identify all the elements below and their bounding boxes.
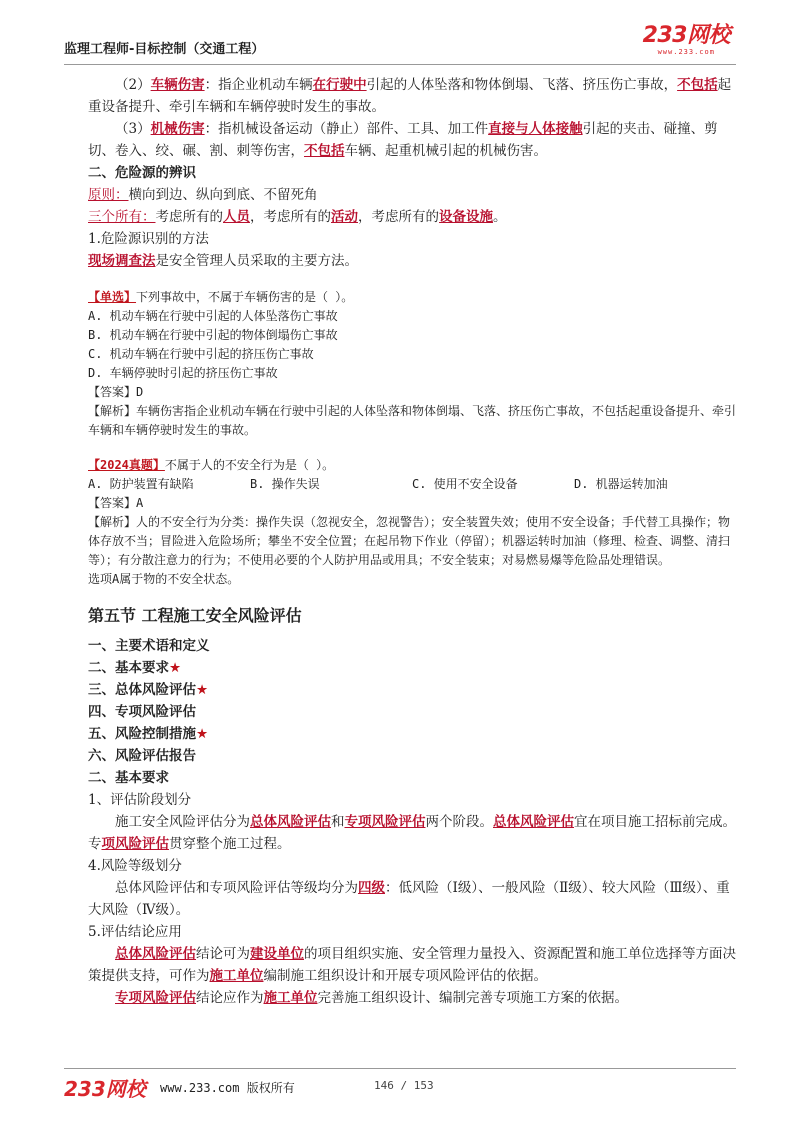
logo-text: 233网校 <box>642 23 730 48</box>
question-note: 选项A属于物的不安全状态。 <box>88 572 240 586</box>
page-footer <box>64 1068 736 1105</box>
paragraph-three-all: 三个所有：考虑所有的人员，考虑所有的活动，考虑所有的设备设施。 <box>88 209 507 225</box>
subheading-application: 5.评估结论应用 <box>88 924 182 940</box>
toc-item: 三、总体风险评估★ <box>88 682 209 698</box>
page-header <box>64 24 736 65</box>
footer-copyright: www.233.com 版权所有 <box>160 1081 295 1095</box>
paragraph-mechanical-injury: （3）机械伤害：指机械设备运动（静止）部件、工具、加工件直接与人体接触引起的夹击、碰撞、剪切、卷入、绞、碾、割、刺等伤害，不包括车辆、起重机械引起的机械伤害。 <box>88 121 718 159</box>
paragraph-principle: 原则：横向到边、纵向到底、不留死角 <box>88 187 318 203</box>
star-icon: ★ <box>169 660 182 676</box>
toc-item: 四、专项风险评估 <box>88 704 196 720</box>
toc-item: 五、风险控制措施★ <box>88 726 209 742</box>
logo-url: www.233.com <box>657 48 715 56</box>
toc-item: 二、基本要求★ <box>88 660 182 676</box>
question-option: C. 使用不安全设备 <box>412 477 518 491</box>
paragraph-levels: 总体风险评估和专项风险评估等级均分为四级：低风险（Ⅰ级）、一般风险（Ⅱ级）、较大风险（Ⅲ级）、重大风险（Ⅳ级）。 <box>88 880 730 918</box>
question-option: A. 防护装置有缺陷 <box>88 477 194 491</box>
question-option: A. 机动车辆在行驶中引起的人体坠落伤亡事故 <box>88 309 338 323</box>
paragraph-stage: 施工安全风险评估分为总体风险评估和专项风险评估两个阶段。总体风险评估宜在项目施工招标前完成。专项风险评估贯穿整个施工过程。 <box>88 814 736 852</box>
question-analysis: 【解析】车辆伤害指企业机动车辆在行驶中引起的人体坠落和物体倒塌、飞落、挤压伤亡事故，不包括起重设备提升、牵引车辆和车辆停驶时发生的事故。 <box>88 404 737 437</box>
question-option: D. 车辆停驶时引起的挤压伤亡事故 <box>88 366 278 380</box>
question-option: B. 机动车辆在行驶中引起的物体倒塌伤亡事故 <box>88 328 338 342</box>
question-option: C. 机动车辆在行驶中引起的挤压伤亡事故 <box>88 347 314 361</box>
question-block-2 <box>88 456 738 589</box>
question-options-row <box>88 475 738 494</box>
toc-item: 一、主要术语和定义 <box>88 638 210 654</box>
star-icon: ★ <box>196 726 209 742</box>
question-block-1 <box>88 288 738 440</box>
section-toc <box>88 635 738 767</box>
question-stem: 【2024真题】不属于人的不安全行为是（ ）。 <box>88 458 335 472</box>
question-answer: 【答案】D <box>88 385 144 399</box>
paragraph-vehicle-injury: （2）车辆伤害：指企业机动车辆在行驶中引起的人体坠落和物体倒塌、飞落、挤压伤亡事故，不包括起重设备提升、牵引车辆和车辆停驶时发生的事故。 <box>88 77 732 115</box>
question-analysis: 【解析】人的不安全行为分类：操作失误（忽视安全，忽视警告）；安全装置失效；使用不安全设备；手代替工具操作；物体存放不当；冒险进入危险场所；攀坐不安全位置；在起吊物下作业（停留）；机器运转时加油（修理、检查、调整、清扫等）；有分散注意力的行为；不使用必要的个人防护用品或用具；不安全装束；对易燃易爆等危险品处理错误。 <box>88 515 731 567</box>
page-number: 146 / 153 <box>374 1079 434 1092</box>
heading-basic-requirements: 二、基本要求 <box>88 770 169 786</box>
header-title: 监理工程师-目标控制（交通工程） <box>64 42 265 57</box>
question-stem: 【单选】下列事故中，不属于车辆伤害的是（ ）。 <box>88 290 354 304</box>
question-answer: 【答案】A <box>88 496 144 510</box>
page-content <box>88 74 738 1009</box>
brand-logo <box>643 24 730 56</box>
subheading-levels: 4.风险等级划分 <box>88 858 182 874</box>
heading-hazard-identification: 二、危险源的辨识 <box>88 165 196 181</box>
subheading-method: 1.危险源识别的方法 <box>88 231 209 247</box>
question-option: B. 操作失误 <box>250 477 320 491</box>
toc-item: 六、风险评估报告 <box>88 748 196 764</box>
subheading-stage: 1、评估阶段划分 <box>88 792 192 808</box>
paragraph-overall-application: 总体风险评估结论可为建设单位的项目组织实施、安全管理力量投入、资源配置和施工单位选择等方面决策提供支持，可作为施工单位编制施工组织设计和开展专项风险评估的依据。 <box>88 946 736 984</box>
paragraph-special-application: 专项风险评估结论应作为施工单位完善施工组织设计、编制完善专项施工方案的依据。 <box>115 990 628 1006</box>
section-title: 第五节 工程施工安全风险评估 <box>88 606 302 625</box>
star-icon: ★ <box>196 682 209 698</box>
question-option: D. 机器运转加油 <box>574 477 668 491</box>
paragraph-site-survey: 现场调查法是安全管理人员采取的主要方法。 <box>88 253 358 269</box>
footer-logo: 233网校 <box>64 1077 146 1101</box>
